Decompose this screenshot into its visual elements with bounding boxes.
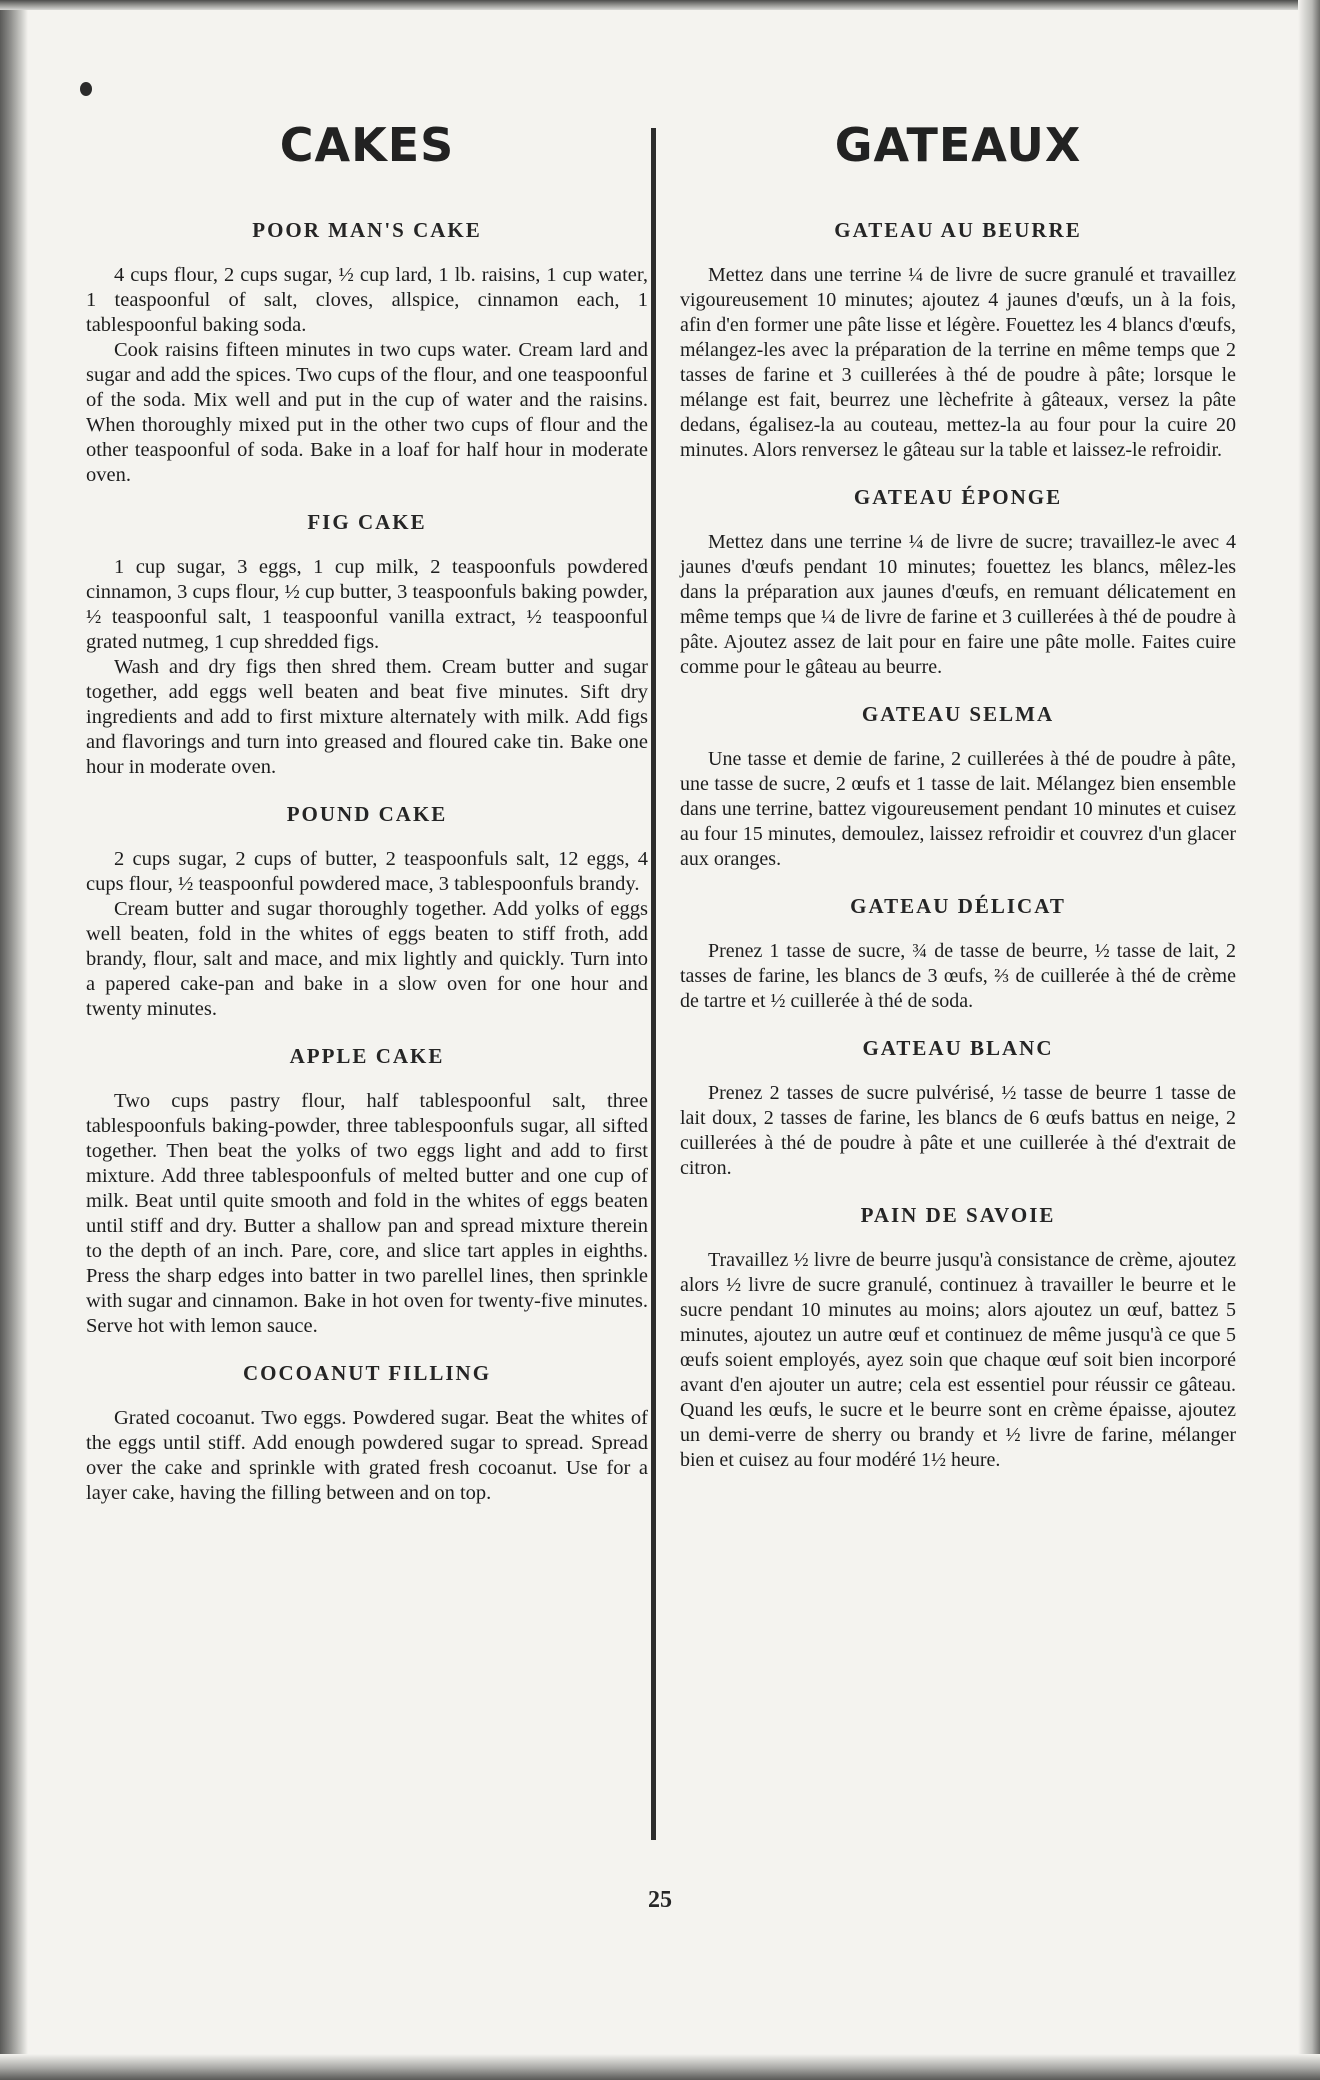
binding-hole [80,82,92,96]
recipe-pound-cake [86,802,648,1022]
recipe-ingredients: 1 cup sugar, 3 eggs, 1 cup milk, 2 teaspoonfuls powdered cinnamon, 3 cups flour, ½ cup butter, 3 teaspoonfuls baking powder, ½ teaspoonful salt, 1 teaspoonful vanilla extract, ½ teaspoonful grated nutmeg, 1 cup shredded figs. [86,556,648,653]
recipe-title: POOR MAN'S CAKE [252,218,482,242]
recipe-title: FIG CAKE [307,510,427,534]
recipe-gateau-selma [680,702,1236,872]
recipe-title: GATEAU AU BEURRE [834,218,1082,242]
recipe-method: Wash and dry figs then shred them. Cream butter and sugar together, add eggs well beaten and beat five minutes. Sift dry ingredients and add to first mixture alternately with milk. Add figs and flavorings and turn into greased and floured cake tin. Bake one hour in moderate oven. [86,656,648,778]
recipe-pain-de-savoie [680,1203,1236,1473]
column-title-gateaux: GATEAUX [834,118,1082,172]
recipe-method: Cook raisins fifteen minutes in two cups water. Cream lard and sugar and add the spices. Two cups of the flour, and one teaspoonful of the soda. Mix well and put in the cup of water and the raisins. When thoroughly mixed put in the other two cups of flour and the other teaspoonful of soda. Bake in a loaf for half hour in moderate oven. [86,339,648,486]
recipe-text: Prenez 1 tasse de sucre, ¾ de tasse de beurre, ½ tasse de lait, 2 tasses de farine, les blancs de 3 œufs, ⅔ de cuillerée à thé de crème de tartre et ½ cuillerée à thé de soda. [680,940,1236,1012]
page-right-edge [1298,0,1320,2080]
page-number: 25 [648,1887,672,1913]
recipe-text: Mettez dans une terrine ¼ de livre de sucre; travaillez-le avec 4 jaunes d'œufs pendant 10 minutes; fouettez les blancs, mêlez-les dans la préparation aux jaunes d'œufs, en remuant délicatement en même temps que ¼ de livre de farine et 3 cuillerées à thé de poudre à pâte. Ajoutez assez de lait pour en faire une pâte molle. Faites cuire comme pour le gâteau au beurre. [680,531,1236,678]
recipe-text: Grated cocoanut. Two eggs. Powdered sugar. Beat the whites of the eggs until stiff. Add enough powdered sugar to spread. Spread over the cake and sprinkle with grated fresh cocoanut. Use for a layer cake, having the filling between and on top. [86,1407,648,1504]
recipe-text: Mettez dans une terrine ¼ de livre de sucre granulé et travaillez vigoureusement 10 minutes; ajoutez 4 jaunes d'œufs, un à la fois, afin d'en former une pâte lisse et légère. Fouettez les 4 blancs d'œufs, mélangez-les avec la préparation de la terrine en même temps que 2 tasses de farine et 3 cuillerées à thé de poudre à pâte; lorsque le mélange est fait, beurrez une lèchefrite à gâteaux, versez la pâte dedans, égalisez-la au couteau, mettez-la au four pour la cuire 20 minutes. Alors renversez le gâteau sur la table et laissez-le refroidir. [680,264,1236,461]
recipe-text: Prenez 2 tasses de sucre pulvérisé, ½ tasse de beurre 1 tasse de lait doux, 2 tasses de farine, les blancs de 6 œufs battus en neige, 2 cuillerées à thé de poudre à pâte et une cuillerée à thé d'extrait de citron. [680,1082,1236,1179]
page-binding-shadow [0,0,28,2080]
recipe-title: GATEAU DÉLICAT [850,894,1066,918]
recipe-poor-mans-cake [86,218,648,488]
recipe-method: Cream butter and sugar thoroughly together. Add yolks of eggs well beaten, fold in the whites of eggs beaten to stiff froth, add brandy, flour, salt and mace, and mix lightly and quickly. Turn into a papered cake-pan and bake in a slow oven for one hour and twenty minutes. [86,898,648,1020]
recipe-text: Travaillez ½ livre de beurre jusqu'à consistance de crème, ajoutez alors ½ livre de sucre granulé, continuez à travailler le beurre et le sucre pendant 10 minutes au moins; alors ajoutez un œuf, battez 5 minutes, ajoutez un autre œuf et continuez de même jusqu'à ce que 5 œufs soient employés, ayez soin que chaque œuf soit bien incorporé avant d'en ajouter un autre; cela est essentiel pour réussir ce gâteau. Quand les œufs, le sucre et le beurre sont en crème épaisse, ajoutez un demi-verre de sherry ou brandy et ½ livre de farine, mélanger bien et cuisez au four modéré 1½ heure. [680,1249,1236,1471]
recipe-ingredients: 2 cups sugar, 2 cups of butter, 2 teaspoonfuls salt, 12 eggs, 4 cups flour, ½ teaspoonful powdered mace, 3 tablespoonfuls brandy. [86,848,648,895]
recipe-text: Une tasse et demie de farine, 2 cuillerées à thé de poudre à pâte, une tasse de sucre, 2 œufs et 1 tasse de lait. Mélangez bien ensemble dans une terrine, battez vigoureusement pendant 10 minutes et cuisez au four 15 minutes, demoulez, laissez refroidir et couvrez d'un glacer aux oranges. [680,748,1236,870]
recipe-gateau-au-beurre [680,218,1236,463]
recipe-apple-cake [86,1044,648,1339]
page-bottom-edge [0,2054,1320,2080]
recipe-gateau-blanc [680,1036,1236,1181]
recipe-title: APPLE CAKE [289,1044,445,1068]
recipe-fig-cake [86,510,648,780]
page-top-edge [0,0,1320,10]
recipe-text: Two cups pastry flour, half tablespoonful salt, three tablespoonfuls baking-powder, three tablespoonfuls sugar, all sifted together. Then beat the yolks of two eggs light and add to first mixture. Add three tablespoonfuls of melted butter and one cup of milk. Beat until quite smooth and fold in the whites of eggs beaten until stiff and dry. Butter a shallow pan and spread mixture therein to the depth of an inch. Pare, core, and slice tart apples in eighths. Press the sharp edges into batter in two parellel lines, then sprinkle with sugar and cinnamon. Bake in hot oven for twenty-five minutes. Serve hot with lemon sauce. [86,1090,648,1337]
recipe-gateau-delicat [680,894,1236,1014]
recipe-title: GATEAU SELMA [861,702,1055,726]
recipe-title: GATEAU ÉPONGE [853,485,1063,509]
recipe-title: GATEAU BLANC [862,1036,1054,1060]
recipe-gateau-eponge [680,485,1236,680]
recipe-cocoanut-filling [86,1361,648,1506]
column-divider-rule [651,128,656,1840]
recipe-title: COCOANUT FILLING [242,1361,492,1385]
recipe-ingredients: 4 cups flour, 2 cups sugar, ½ cup lard, 1 lb. raisins, 1 cup water, 1 teaspoonful of salt, cloves, allspice, cinnamon each, 1 tablespoonful baking soda. [86,264,648,336]
recipe-title: PAIN DE SAVOIE [860,1203,1056,1227]
french-column [680,118,1236,1495]
english-column [86,118,648,1528]
recipe-title: POUND CAKE [286,802,448,826]
column-title-cakes: CAKES [279,118,455,172]
